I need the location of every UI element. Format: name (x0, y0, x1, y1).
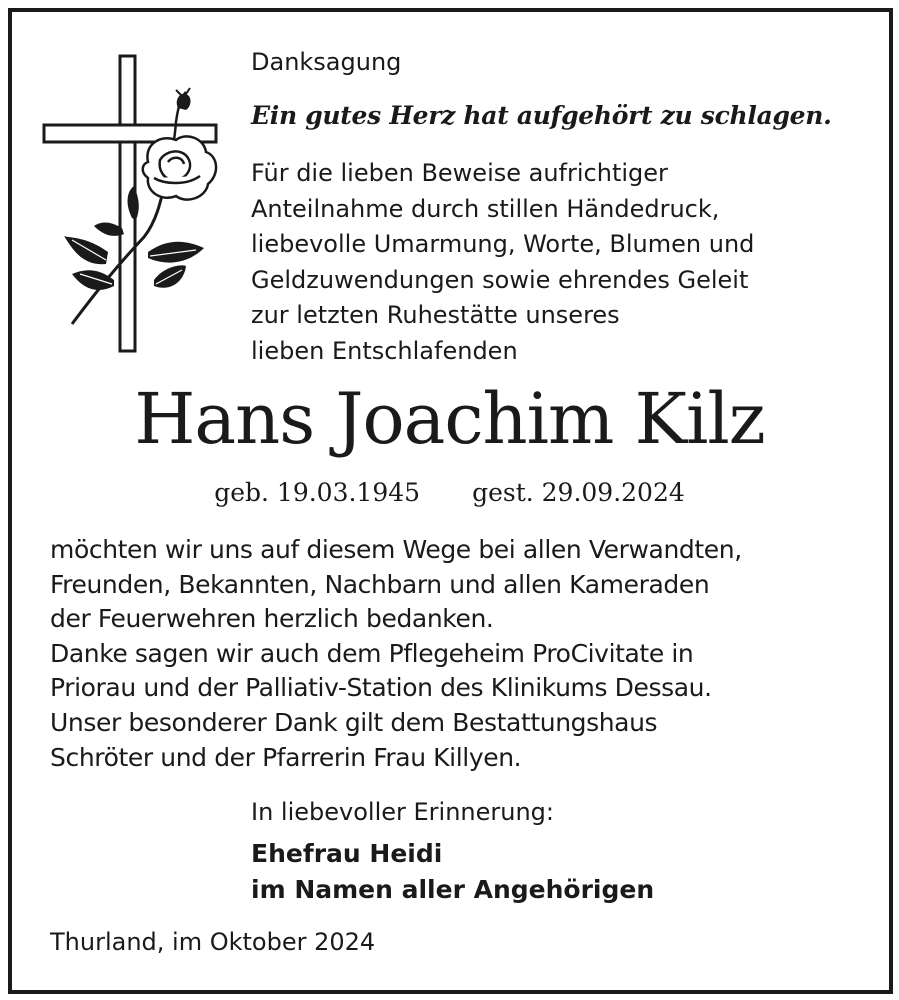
body-line: Schröter und der Pfarrerin Frau Killyen. (50, 742, 522, 772)
header-label: Danksagung (251, 48, 402, 76)
intro-line: Für die lieben Beweise aufrichtiger (251, 159, 668, 187)
intro-line: liebevolle Umarmung, Worte, Blumen und (251, 230, 755, 258)
cross-with-rose-icon (36, 52, 226, 357)
thanks-text (50, 533, 742, 775)
intro-line: Geldzuwendungen sowie ehrendes Geleit (251, 265, 749, 294)
signature-line: Ehefrau Heidi (251, 839, 443, 868)
motto: Ein gutes Herz hat aufgehört zu schlagen. (251, 101, 832, 130)
intro-line: lieben Entschlafenden (251, 336, 518, 365)
signature-line: im Namen aller Angehörigen (251, 875, 655, 904)
signature-names (251, 836, 654, 908)
place-date: Thurland, im Oktober 2024 (50, 928, 376, 956)
body-line: Freunden, Bekannten, Nachbarn und allen Kameraden (50, 569, 710, 599)
birth-date: geb. 19.03.1945 (214, 478, 421, 507)
intro-text (251, 156, 754, 369)
intro-line: Anteilnahme durch stillen Händedruck, (251, 194, 720, 223)
body-line: Danke sagen wir auch dem Pflegeheim ProCivitate in (50, 638, 694, 668)
signature-intro: In liebevoller Erinnerung: (251, 798, 554, 826)
intro-line: zur letzten Ruhestätte unseres (251, 301, 620, 329)
body-line: der Feuerwehren herzlich bedanken. (50, 604, 494, 634)
body-line: Priorau und der Palliativ-Station des Klinikums Dessau. (50, 673, 712, 703)
body-line: möchten wir uns auf diesem Wege bei allen Verwandten, (50, 535, 742, 564)
deceased-name: Hans Joachim Kilz (134, 378, 765, 460)
life-dates (0, 478, 899, 507)
body-line: Unser besonderer Dank gilt dem Bestattungshaus (50, 707, 658, 737)
death-date: gest. 29.09.2024 (472, 478, 685, 507)
